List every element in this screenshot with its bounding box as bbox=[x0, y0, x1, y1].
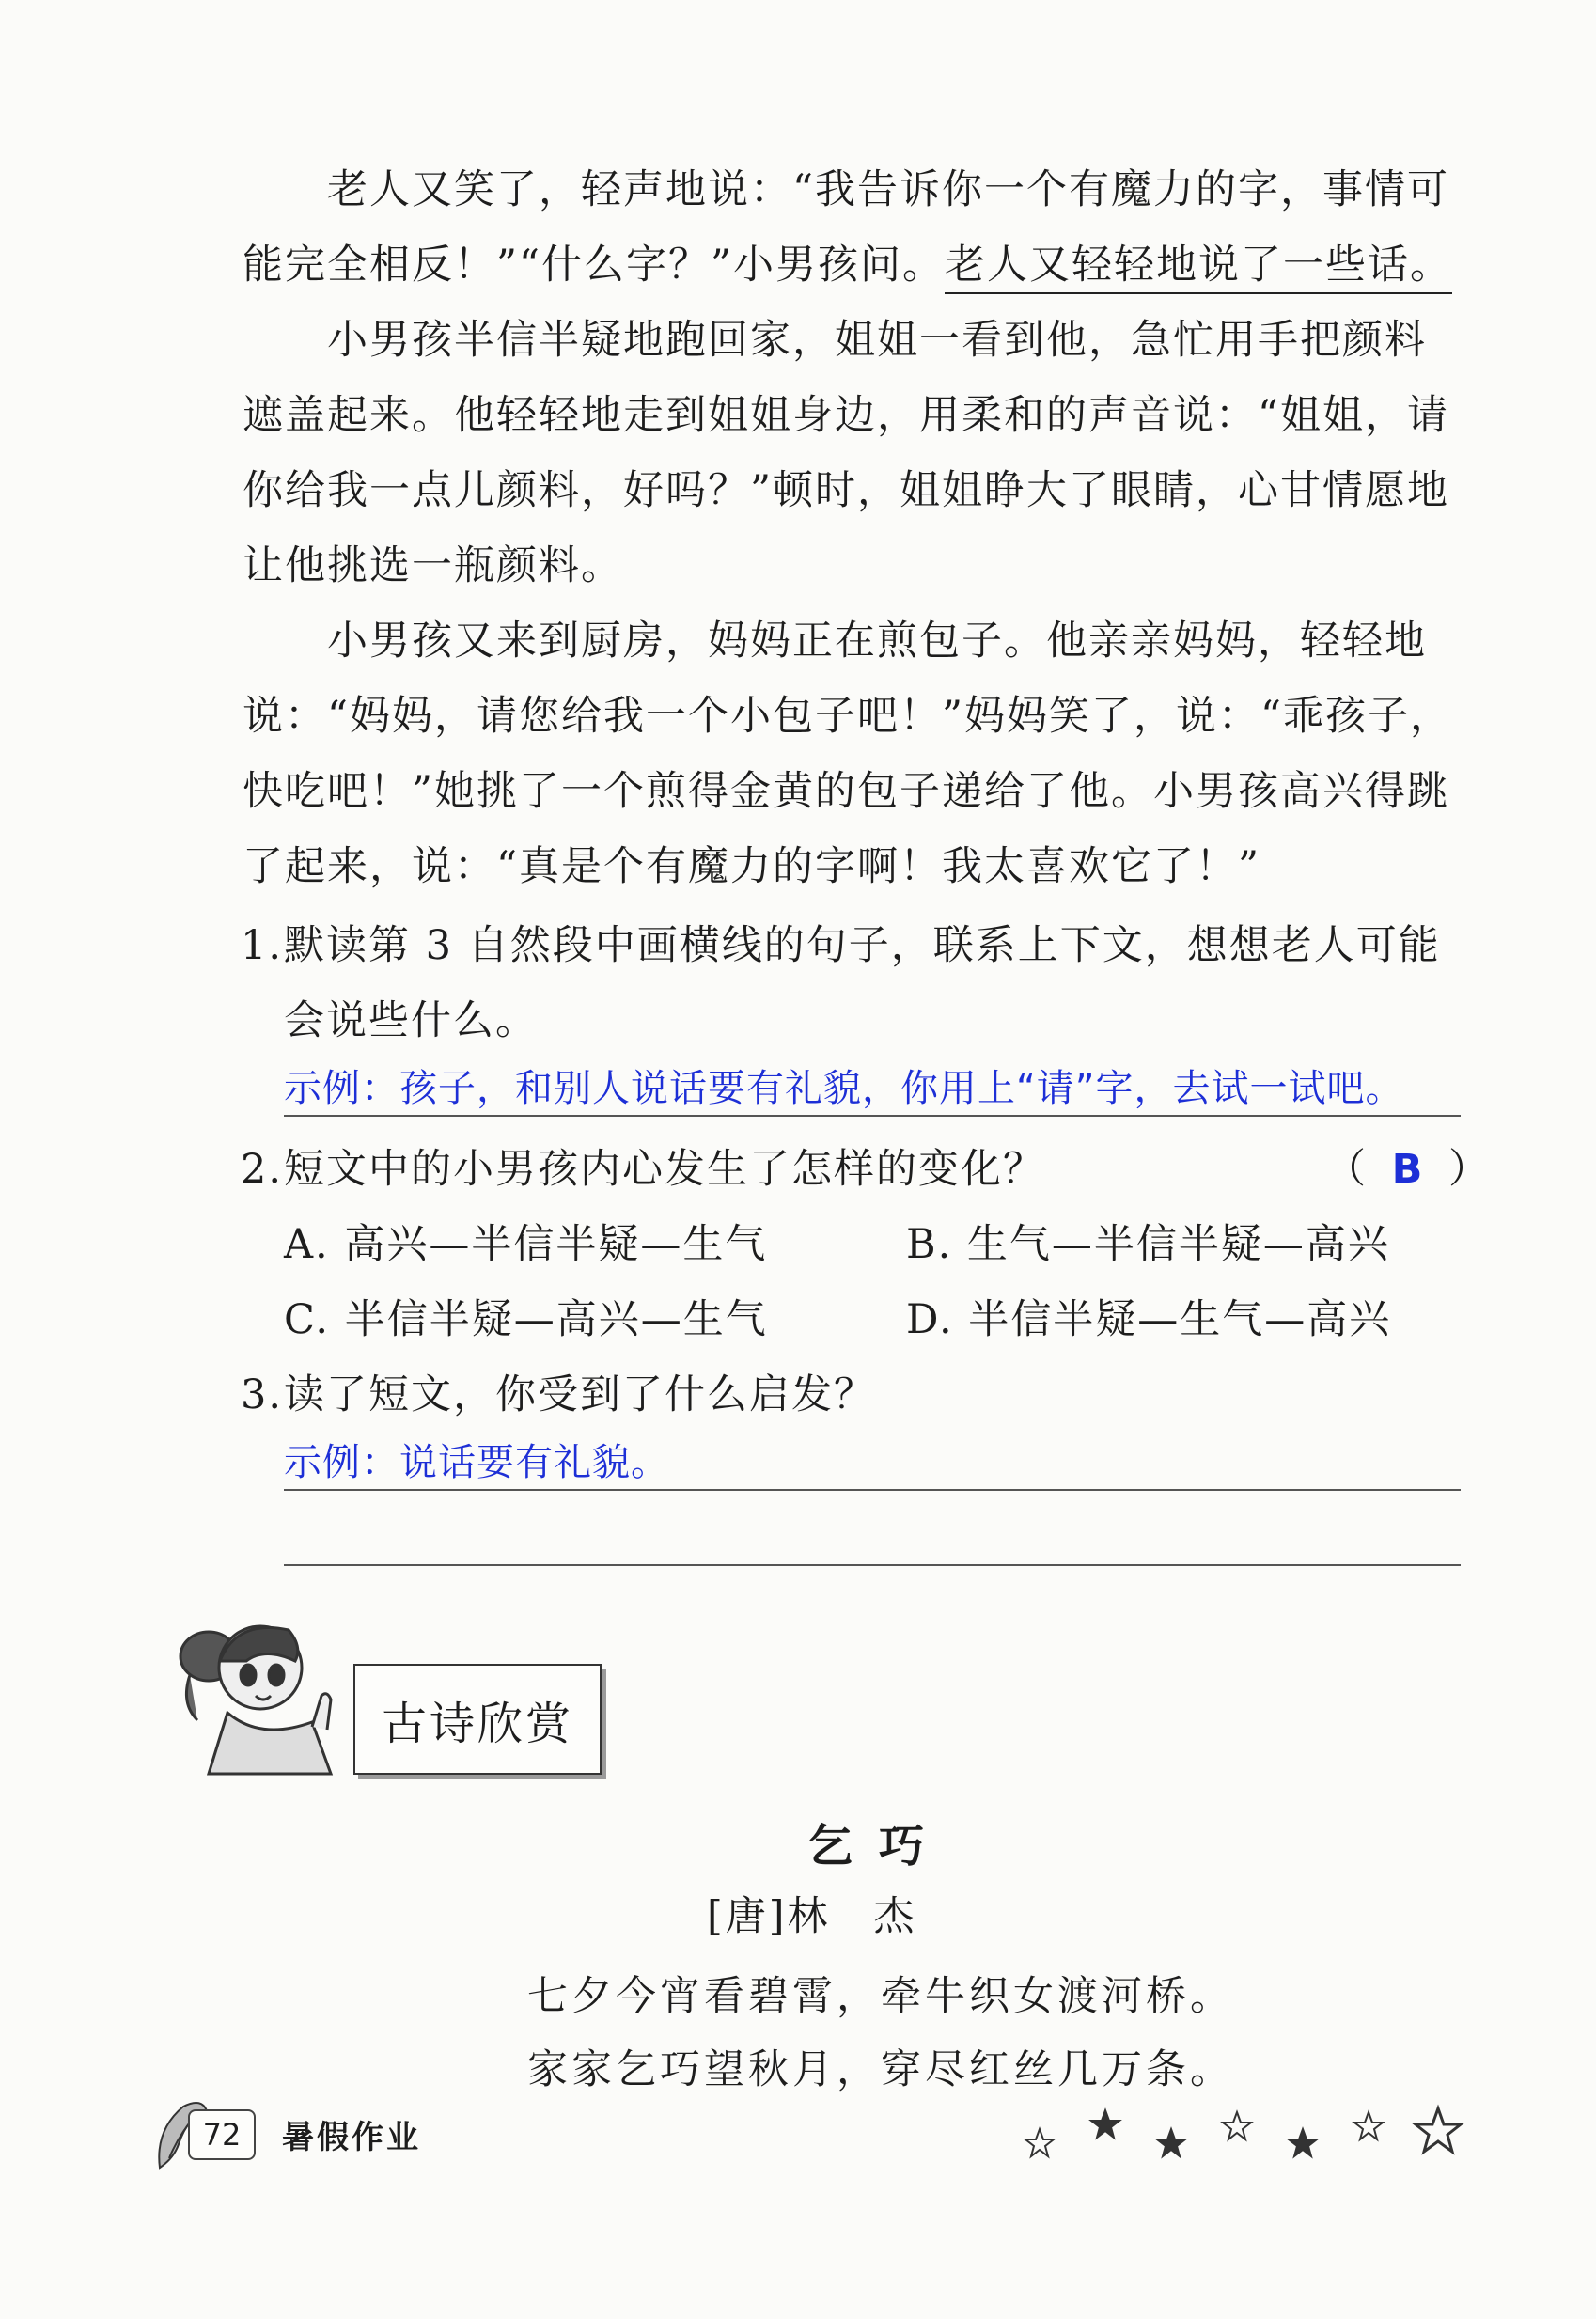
passage-paragraph-1 bbox=[243, 152, 1463, 303]
paragraph-1-text: 老人又笑了，轻声地说：“我告诉你一个有魔力的字，事情可能完全相反！”“什么字？”小男孩问。 bbox=[243, 166, 1449, 289]
question-1-text-cont: 会说些什么。 bbox=[284, 997, 538, 1044]
question-2-text: 短文中的小男孩内心发生了怎样的变化？ bbox=[284, 1146, 1045, 1193]
question-1-answer: 示例：孩子，和别人说话要有礼貌，你用上“请”字，去试一试吧。 bbox=[284, 1067, 1404, 1110]
question-2-answer: B bbox=[1391, 1146, 1423, 1193]
poem-title: 乞巧 bbox=[806, 1820, 950, 1872]
poem-line-2: 家家乞巧望秋月，穿尽红丝几万条。 bbox=[527, 2046, 1234, 2093]
star-filled-icon bbox=[1091, 2110, 1119, 2138]
answer-line bbox=[284, 1115, 1461, 1117]
page-number: 72 bbox=[188, 2109, 256, 2160]
option-c: C. 半信半疑—高兴—生气 bbox=[284, 1296, 768, 1343]
cartoon-girl-icon bbox=[171, 1609, 359, 1778]
bracket-close: ） bbox=[1448, 1146, 1489, 1193]
star-filled-icon bbox=[1157, 2129, 1185, 2156]
bracket-open: （ bbox=[1325, 1146, 1366, 1193]
poem-line-1: 七夕今宵看碧霄，牵牛织女渡河桥。 bbox=[527, 1973, 1234, 2020]
question-3-text: 读了短文，你受到了什么启发？ bbox=[284, 1371, 876, 1418]
book-title: 暑假作业 bbox=[282, 2119, 421, 2156]
question-2-number: 2. bbox=[241, 1146, 284, 1193]
answer-line bbox=[284, 1564, 1461, 1566]
question-2 bbox=[241, 1137, 1045, 1195]
underlined-sentence: 老人又轻轻地说了一些话。 bbox=[945, 242, 1452, 294]
stars-decoration bbox=[1015, 2101, 1466, 2167]
question-1-number: 1. bbox=[241, 922, 284, 969]
question-3 bbox=[241, 1363, 876, 1420]
option-a: A. 高兴—半信半疑—生气 bbox=[284, 1221, 768, 1268]
star-filled-icon bbox=[1289, 2129, 1317, 2156]
star-outline-icon bbox=[1223, 2112, 1251, 2139]
passage-paragraph-2: 小男孩半信半疑地跑回家，姐姐一看到他，急忙用手把颜料遮盖起来。他轻轻地走到姐姐身边，用柔和的声音说：“姐姐，请你给我一点儿颜料，好吗？”顿时，姐姐睁大了眼睛，心甘情愿地让他挑选一瓶颜料。 bbox=[243, 317, 1449, 589]
answer-bracket bbox=[1325, 1137, 1489, 1195]
question-1-text: 默读第 3 自然段中画横线的句子，联系上下文，想想老人可能 bbox=[284, 922, 1441, 969]
answer-line bbox=[284, 1489, 1461, 1491]
section-title: 古诗欣赏 bbox=[353, 1664, 602, 1775]
question-3-number: 3. bbox=[241, 1371, 284, 1418]
question-3-answer: 示例：说话要有礼貌。 bbox=[284, 1441, 669, 1484]
option-b: B. 生气—半信半疑—高兴 bbox=[906, 1221, 1390, 1268]
star-outline-icon bbox=[1416, 2108, 1461, 2152]
star-outline-icon bbox=[1354, 2112, 1383, 2139]
option-d: D. 半信半疑—生气—高兴 bbox=[906, 1296, 1392, 1343]
poem-author: [唐]林 杰 bbox=[707, 1893, 917, 1940]
passage-paragraph-3: 小男孩又来到厨房，妈妈正在煎包子。他亲亲妈妈，轻轻地说：“妈妈，请您给我一个小包子吧！”妈妈笑了，说：“乖孩子，快吃吧！”她挑了一个煎得金黄的包子递给了他。小男孩高兴得跳了起来，说：“真是个有魔力的字啊！我太喜欢它了！” bbox=[243, 618, 1452, 890]
star-outline-icon bbox=[1025, 2129, 1054, 2156]
question-1 bbox=[241, 914, 1441, 971]
